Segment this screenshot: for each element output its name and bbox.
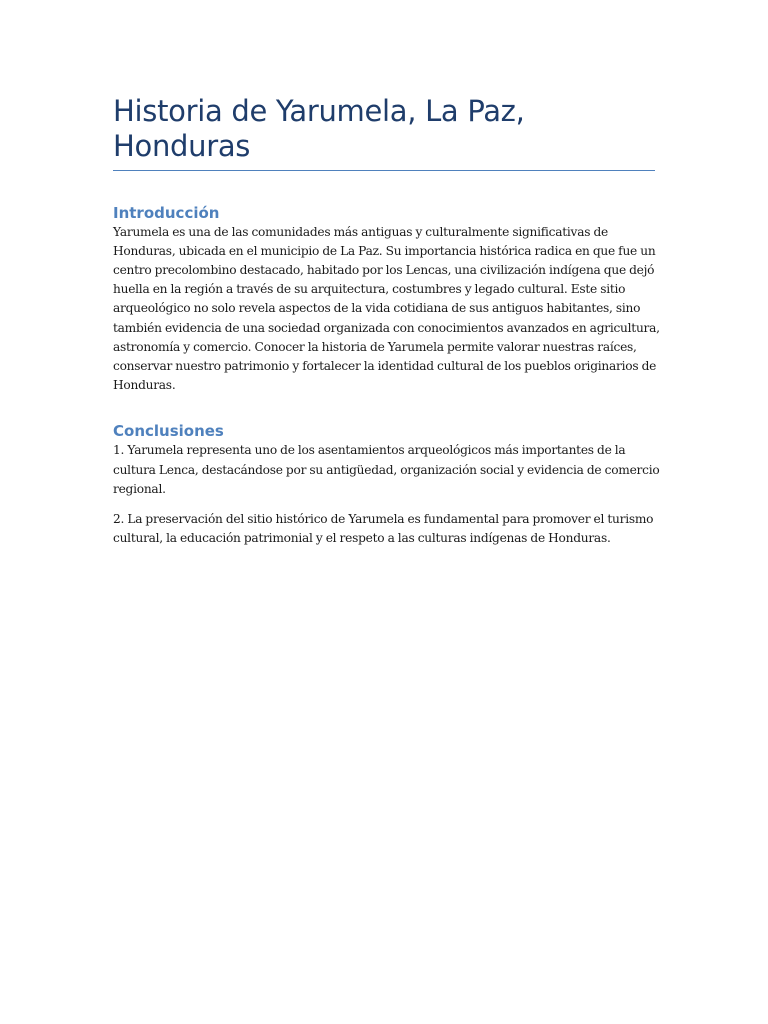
document-title: Historia de Yarumela, La Paz, Honduras: [113, 94, 655, 171]
introduction-heading: Introducción: [113, 203, 220, 222]
conclusion-item-2: 2. La preservación del sitio histórico de Yarumela es fundamental para promover el turismo cultural, la educación patrimonial y el respeto a las culturas indígenas de Honduras.: [113, 512, 654, 546]
conclusions-heading: Conclusiones: [113, 422, 224, 441]
introduction-paragraph: Yarumela es una de las comunidades más antiguas y culturalmente significativas de Honduras, ubicada en el municipio de La Paz. Su importancia histórica radica en que fue un centro precolombino destacado, habitado por los Lencas, una civilización indígena que dejó huella en la región a través de su arquitectura, costumbres y legado cultural. Este sitio arqueológico no solo revela aspectos de la vida cotidiana de sus antiguos habitantes, sino también evidencia de una sociedad organizada con conocimientos avanzados en agricultura, astronomía y comercio. Conocer la historia de Yarumela permite valorar nuestras raíces, conservar nuestro patrimonio y fortalecer la identidad cultural de los pueblos originarios de Honduras.: [113, 224, 660, 393]
conclusion-item-1: 1. Yarumela representa uno de los asentamientos arqueológicos más importantes de la cultura Lenca, destacándose por su antigüedad, organización social y evidencia de comercio regional.: [113, 443, 660, 496]
